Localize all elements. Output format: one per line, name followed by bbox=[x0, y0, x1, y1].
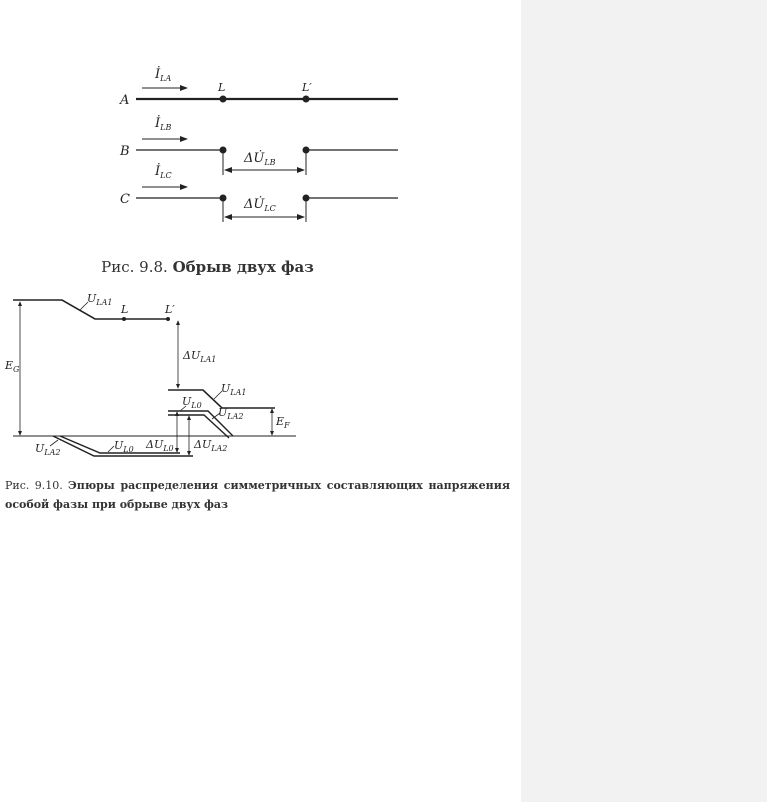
point-l-prime-910-label: L′ bbox=[165, 303, 175, 316]
node-l-prime-a bbox=[303, 96, 310, 103]
phase-a-label: A bbox=[120, 93, 130, 108]
current-lc-label: $İ_{LC}$ bbox=[155, 164, 172, 180]
figure-9-8-caption-prefix: Рис. 9.8. bbox=[101, 258, 168, 276]
figure-9-10-diagram bbox=[0, 288, 521, 468]
figure-9-10-caption bbox=[5, 476, 510, 514]
delta-ulc-label: $\Delta U̇_{LC}$ bbox=[244, 197, 276, 213]
u-l0-bottom-label: $U_{L0}$ bbox=[114, 439, 134, 454]
delta-u-la1-label: $\Delta U_{LA1}$ bbox=[183, 349, 217, 364]
figure-9-8-caption-title: Обрыв двух фаз bbox=[172, 258, 314, 276]
ef-label: $E_F$ bbox=[276, 415, 290, 430]
point-l-prime-label: L′ bbox=[302, 81, 312, 94]
u-la2-left-label: $U_{LA2}$ bbox=[35, 442, 61, 457]
figure-9-10-caption-prefix: Рис. 9.10. bbox=[5, 479, 63, 492]
point-l-label: L bbox=[218, 81, 226, 94]
figure-9-8-diagram bbox=[0, 0, 521, 240]
delta-u-l0-label: $\Delta U_{L0}$ bbox=[146, 438, 174, 453]
side-panel bbox=[521, 0, 767, 802]
figure-9-10-caption-title: Эпюры распределения симметричных составляющих напряжения особой фазы при обрыве двух фаз bbox=[5, 479, 510, 511]
eg-label: $E_G$ bbox=[5, 359, 20, 374]
delta-u-la2-label: $\Delta U_{LA2}$ bbox=[194, 438, 228, 453]
phase-b-label: B bbox=[120, 144, 130, 159]
u-la1-right-label: $U_{LA1}$ bbox=[221, 382, 247, 397]
u-la2-right-label: $U_{LA2}$ bbox=[218, 406, 244, 421]
delta-ulb-label: $\Delta U̇_{LB}$ bbox=[244, 151, 276, 167]
phase-c-label: C bbox=[120, 192, 130, 207]
point-l-910-label: L bbox=[121, 303, 129, 316]
node-l-prime-910 bbox=[166, 317, 170, 321]
u-la1-top-label: $U_{LA1}$ bbox=[87, 292, 113, 307]
figure-9-8-caption bbox=[0, 258, 415, 276]
current-la-label: $İ_{LA}$ bbox=[155, 67, 172, 83]
node-l-a bbox=[220, 96, 227, 103]
current-lb-label: $İ_{LB}$ bbox=[155, 116, 172, 132]
u-l0-right-label: $U_{L0}$ bbox=[182, 395, 202, 410]
node-l-910 bbox=[122, 317, 126, 321]
u-la2-left-leader bbox=[50, 440, 58, 446]
